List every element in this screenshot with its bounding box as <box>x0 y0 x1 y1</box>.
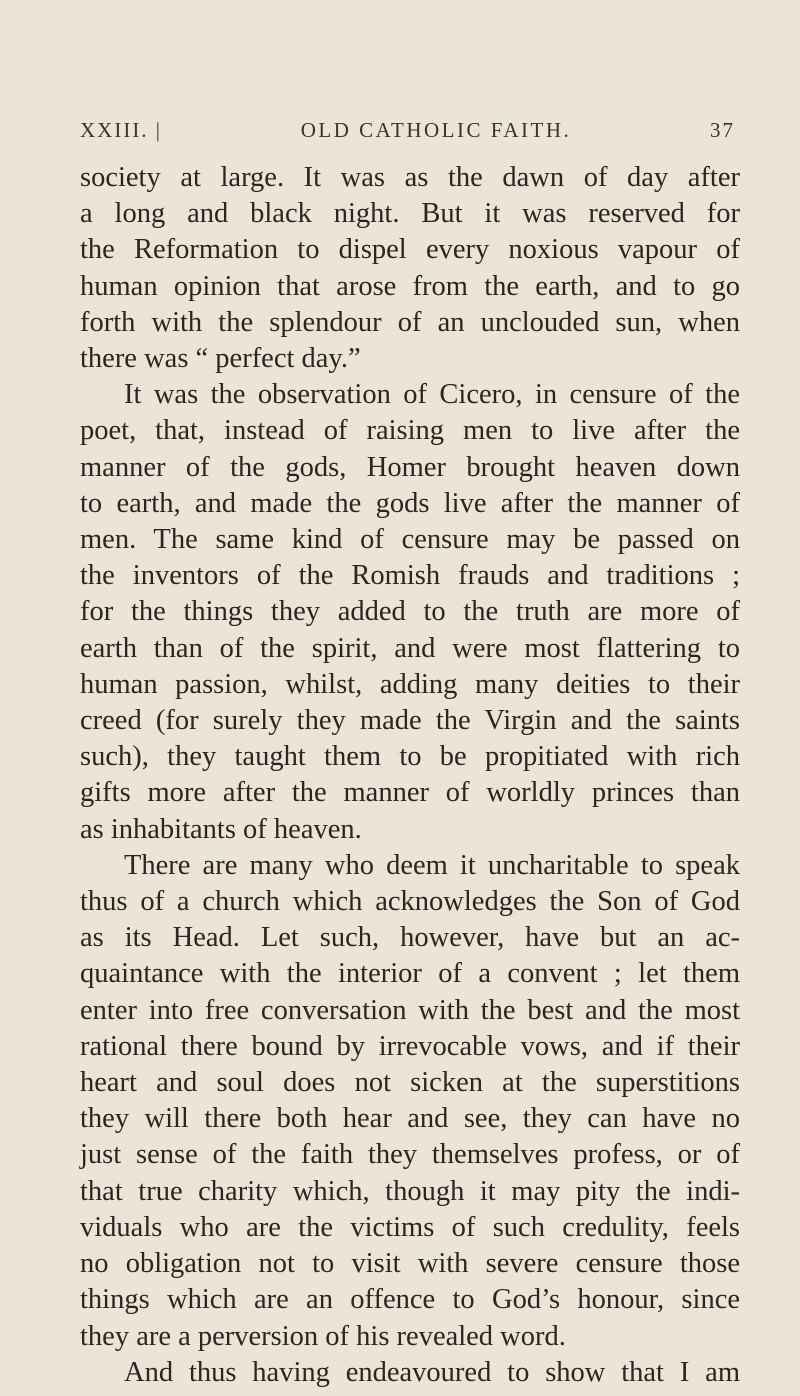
text-line: such), they taught them to be propitiated with rich <box>80 741 740 773</box>
text-line: as inhabitants of heaven. <box>80 813 362 845</box>
text-line: creed (for surely they made the Virgin and the saints <box>80 705 740 737</box>
text-line: thus of a church which acknowledges the Son of God <box>80 886 740 918</box>
paragraph-1 <box>80 160 740 377</box>
running-title: OLD CATHOLIC FAITH. <box>300 117 572 142</box>
text-line: to earth, and made the gods live after the manner of <box>80 487 740 519</box>
paragraph-2 <box>80 377 740 848</box>
text-line: enter into free conversation with the best and the most <box>80 994 740 1026</box>
text-line: earth than of the spirit, and were most flattering to <box>80 632 740 664</box>
text-line: men. The same kind of censure may be passed on <box>80 524 740 556</box>
text-line: society at large. It was as the dawn of day after <box>80 162 740 193</box>
text-line: no obligation not to visit with severe censure those <box>80 1248 740 1280</box>
text-line: just sense of the faith they themselves profess, or of <box>80 1139 740 1171</box>
text-line: forth with the splendour of an unclouded sun, when <box>80 306 740 338</box>
text-line: gifts more after the manner of worldly princes than <box>80 777 740 809</box>
text-line: that true charity which, though it may pity the indi- <box>80 1175 740 1207</box>
text-line: the Reformation to dispel every noxious vapour of <box>80 234 740 266</box>
paragraph-4 <box>80 1355 740 1391</box>
text-line: rational there bound by irrevocable vows, and if their <box>80 1030 740 1062</box>
text-line: heart and soul does not sicken at the superstitions <box>80 1067 740 1099</box>
text-line: they will there both hear and see, they can have no <box>80 1103 740 1135</box>
text-line: It was the observation of Cicero, in censure of the <box>124 379 740 411</box>
text-line: things which are an offence to God’s honour, since <box>80 1284 740 1316</box>
text-line: human opinion that arose from the earth, and to go <box>80 270 740 302</box>
text-line: they are a perversion of his revealed word. <box>80 1320 566 1352</box>
text-line: there was “ perfect day.” <box>80 343 361 375</box>
text-line: manner of the gods, Homer brought heaven down <box>80 451 740 483</box>
paragraph-3 <box>80 848 740 1355</box>
text-line: as its Head. Let such, however, have but an ac- <box>80 922 740 954</box>
text-line: for the things they added to the truth are more of <box>80 596 740 628</box>
text-line: the inventors of the Romish frauds and traditions ; <box>80 560 740 592</box>
text-line: quaintance with the interior of a convent ; let them <box>80 958 740 990</box>
text-line: poet, that, instead of raising men to live after the <box>80 415 740 447</box>
body-text <box>80 160 740 1391</box>
running-header <box>80 110 735 150</box>
text-line: a long and black night. But it was reserved for <box>80 198 740 230</box>
text-line: viduals who are the victims of such credulity, feels <box>80 1211 740 1243</box>
text-line: And thus having endeavoured to show that I am <box>124 1356 740 1388</box>
text-line: human passion, whilst, adding many deities to their <box>80 668 740 700</box>
chapter-number: XXIII. | <box>80 117 163 142</box>
page-number: 37 <box>710 117 735 142</box>
text-line: There are many who deem it uncharitable to speak <box>124 849 740 881</box>
